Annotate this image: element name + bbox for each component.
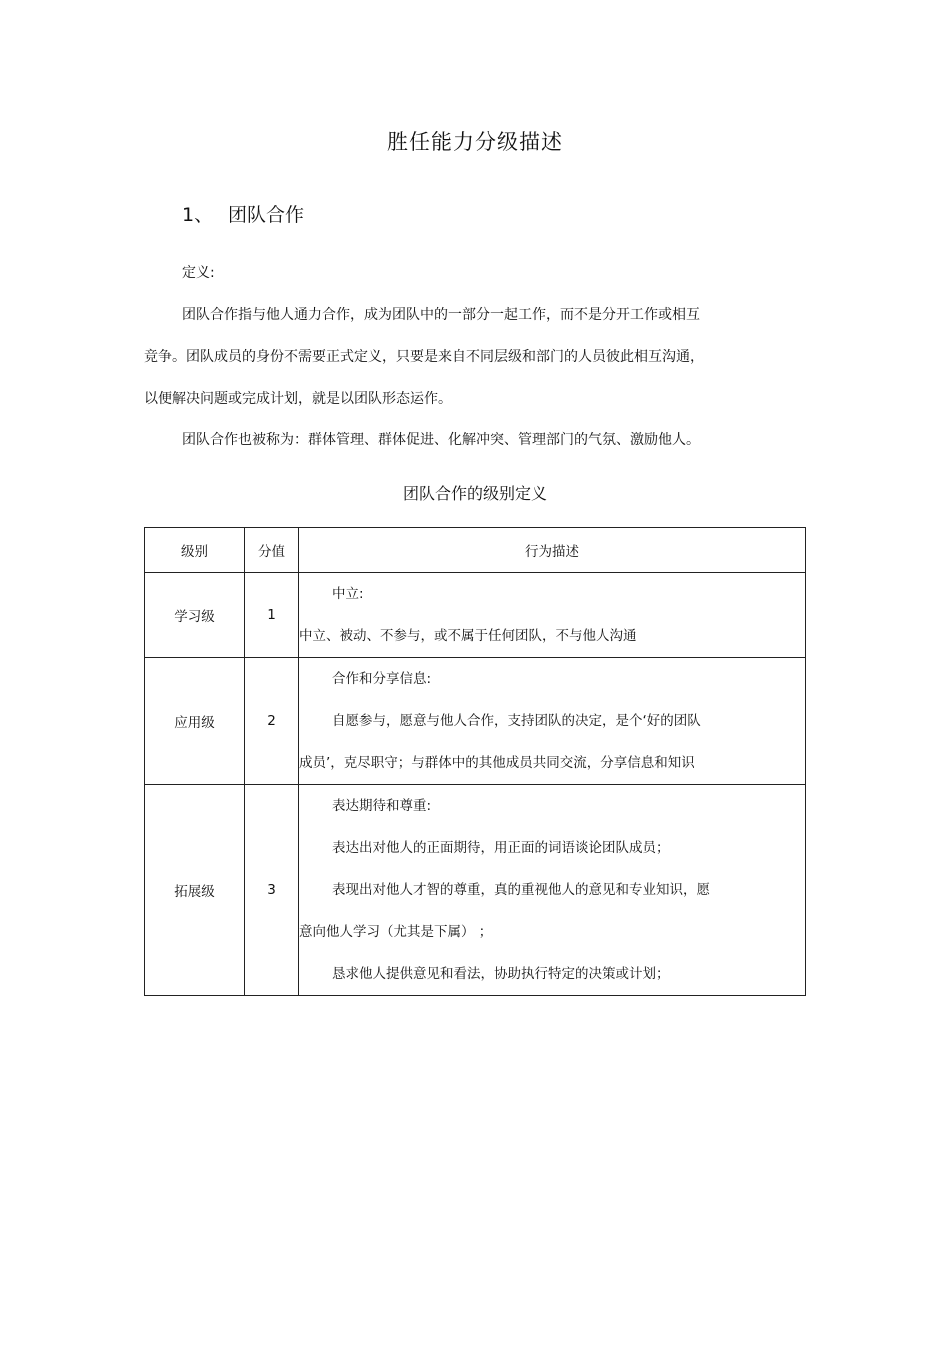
- description-line: 中立、被动、不参与，或不属于任何团队，不与他人沟通: [299, 628, 637, 644]
- paragraph-line: 竞争。团队成员的身份不需要正式定义，只要是来自不同层级和部门的人员彼此相互沟通，: [144, 349, 704, 365]
- table-row: [145, 785, 806, 996]
- header-score: 分值: [245, 528, 299, 573]
- level-cell: 应用级: [145, 658, 245, 785]
- table-row: [145, 573, 806, 658]
- header-description: 行为描述: [299, 528, 806, 573]
- paragraph-line: 团队合作指与他人通力合作，成为团队中的一部分一起工作，而不是分开工作或相互: [182, 307, 700, 323]
- table-header-row: [145, 528, 806, 573]
- description-line: 自愿参与，愿意与他人合作，支持团队的决定，是个‘好的团队: [332, 713, 701, 729]
- section-number: 1、: [182, 204, 214, 226]
- section-heading-text: 团队合作: [228, 204, 305, 226]
- description-line: 中立:: [332, 586, 364, 602]
- description-cell: [299, 785, 806, 996]
- level-cell: 拓展级: [145, 785, 245, 996]
- paragraph-line: 以便解决问题或完成计划，就是以团队形态运作。: [144, 391, 452, 407]
- description-line: 表现出对他人才智的尊重，真的重视他人的意见和专业知识，愿: [332, 882, 710, 898]
- document-title: 胜任能力分级描述: [387, 130, 563, 154]
- description-line: 表达出对他人的正面期待，用正面的词语谈论团队成员；: [332, 840, 670, 856]
- levels-table: [144, 527, 806, 996]
- table-row: [145, 658, 806, 785]
- score-cell: 2: [245, 658, 299, 785]
- definition-label: 定义:: [182, 265, 215, 281]
- description-cell: [299, 573, 806, 658]
- aliases-paragraph: 团队合作也被称为：群体管理、群体促进、化解冲突、管理部门的气氛、激励他人。: [182, 432, 700, 448]
- description-line: 成员’，克尽职守；与群体中的其他成员共同交流，分享信息和知识: [299, 755, 695, 771]
- header-level: 级别: [145, 528, 245, 573]
- level-cell: 学习级: [145, 573, 245, 658]
- score-cell: 1: [245, 573, 299, 658]
- description-cell: [299, 658, 806, 785]
- description-line: 表达期待和尊重:: [332, 798, 432, 814]
- description-line: 意向他人学习（尤其是下属） ；: [299, 924, 493, 940]
- description-line: 合作和分享信息:: [332, 671, 432, 687]
- section-heading: [182, 200, 304, 227]
- table-title: 团队合作的级别定义: [402, 484, 547, 503]
- description-line: 恳求他人提供意见和看法，协助执行特定的决策或计划；: [332, 966, 670, 982]
- score-cell: 3: [245, 785, 299, 996]
